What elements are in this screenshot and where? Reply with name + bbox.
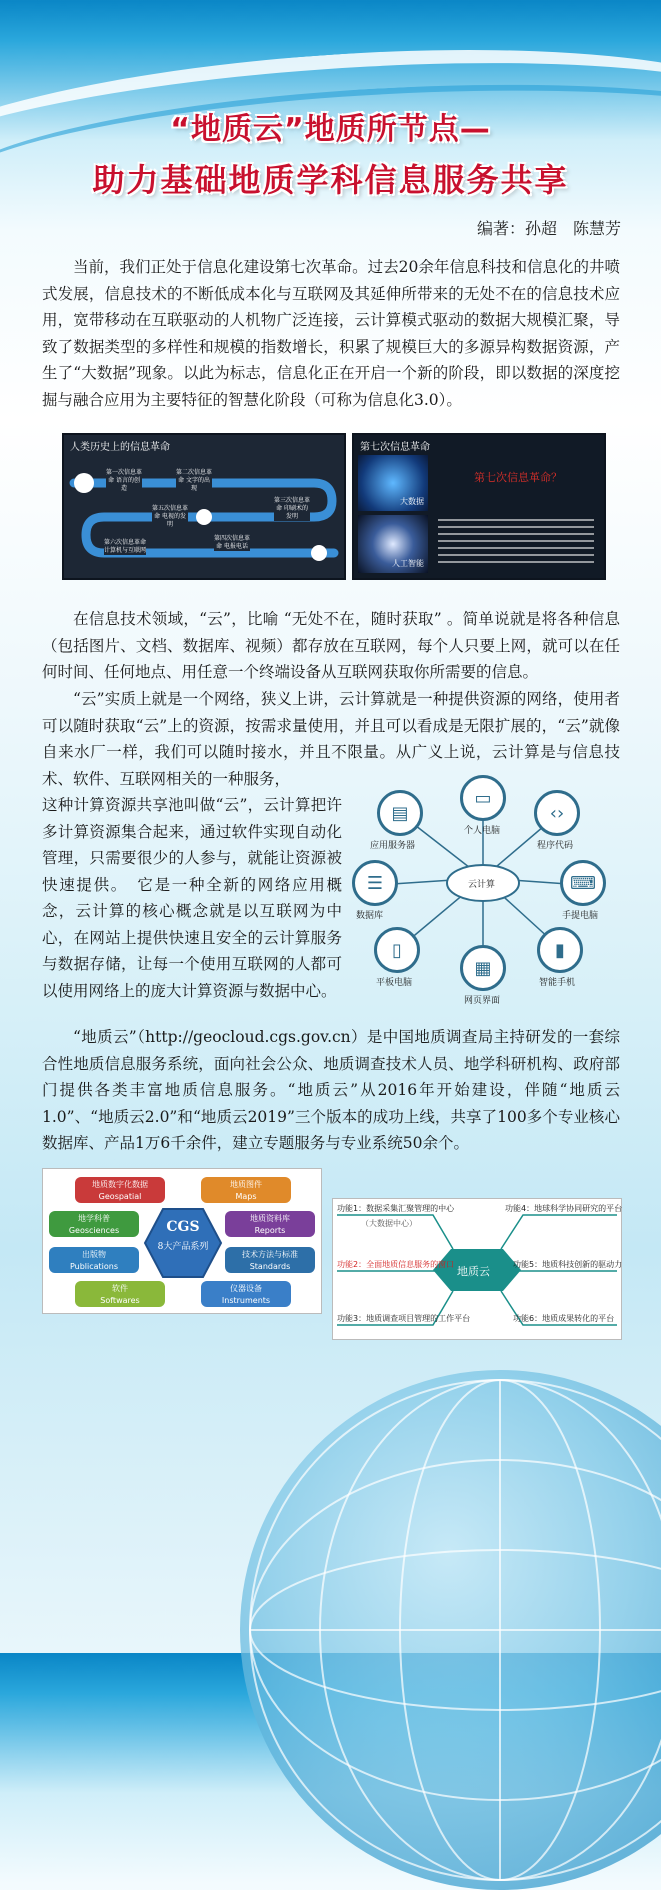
paragraph-cloud-computing: 这种计算资源共享池叫做“云”，云计算把许多计算资源集合起来，通过软件实现自动化管理，只需要很少的人参与，就能让资源被快速提供。 它是一种全新的网络应用概念，云计算的核心概念就是以互联网为中心，在网站上提供快速且安全的云计算服务与数据存储，让每一个使用互联网的人都可以使用网络上的庞大计算资源与数据中心。: [42, 796, 342, 1000]
product-softwares: 软件 Softwares: [75, 1281, 165, 1307]
bottom-figures: [42, 1168, 623, 1358]
globe-grid-lines: [240, 1370, 661, 1890]
figure-geocloud-functions: [332, 1198, 622, 1340]
node-label-server: 应用服务器: [370, 841, 416, 851]
page-title-line1: “地质云”地质所节点—: [170, 112, 491, 147]
product-reports: 地质资料库 Reports: [225, 1211, 315, 1237]
function-5: 功能5：地质科技创新的驱动力: [513, 1260, 623, 1269]
ai-label: 人工智能: [392, 559, 424, 568]
desktop-icon: ▭: [460, 775, 506, 821]
node-label-code: 程序代码: [537, 841, 574, 851]
node-label-desktop: 个人电脑: [464, 826, 501, 836]
paragraph-geocloud: “地质云”（http://geocloud.cgs.gov.cn）是中国地质调查局主持研发的一套综合性地质信息服务系统，面向社会公众、地质调查技术人员、地学科研机构、政府部门提供各类丰富地质信息服务。“地质云”从2016年开始建设，伴随“地质云1.0”、“地质云2.0”和“地质云2019”三个版本的成功上线，共享了100多个专业核心数据库、产品1万6千余件，建立专题服务与专业系统50余个。: [42, 1028, 620, 1152]
node-label-smartphone: 智能手机: [539, 978, 576, 988]
big-data-image: [358, 455, 428, 511]
page-title-line2: 助力基础地质学科信息服务共享: [92, 161, 569, 199]
figure-information-revolutions: [62, 433, 346, 580]
webpage-icon: ▦: [460, 945, 506, 991]
node-label-webpage: 网页界面: [464, 996, 501, 1006]
node-label-database: 数据库: [356, 911, 384, 921]
figure-caption: 第七次信息革命: [360, 442, 430, 453]
function-6: 功能6：地质成果转化的平台: [513, 1314, 615, 1323]
computer-icon: [311, 545, 327, 561]
revolution-step-5: 第五次信息革命 电视的发明: [152, 505, 189, 528]
author-line: 编著：孙超 陈慧芳: [476, 219, 621, 238]
function-4: 功能4：地球科学协同研究的平台: [505, 1204, 623, 1213]
figure-row-revolutions: [62, 433, 602, 576]
tv-icon: [196, 509, 212, 525]
seventh-revolution-question: 第七次信息革命？: [474, 471, 562, 484]
function-1: 功能1：数据采集汇聚管理的中心: [337, 1204, 455, 1213]
laptop-icon: ⌨: [560, 860, 606, 906]
big-data-label: 大数据: [400, 497, 424, 506]
revolution-step-2: 第二次信息革命 文字的出现: [176, 469, 213, 492]
function-1-sub: （大数据中心）: [361, 1219, 417, 1228]
cloud-computing-diagram: [352, 775, 614, 1005]
tablet-icon: ▯: [374, 927, 420, 973]
product-geospatial: 地质数字化数据 Geospatial: [75, 1177, 165, 1203]
smartphone-icon: ▮: [537, 927, 583, 973]
person-icon: [74, 473, 94, 493]
product-maps: 地质图件 Maps: [201, 1177, 291, 1203]
quote-text-block: [438, 519, 594, 563]
paragraph-cloud-essence: “云”实质上就是一个网络，狭义上讲，云计算就是一种提供资源的网络，使用者可以随时获取“云”上的资源，按需求量使用，并且可以看成是无限扩展的，“云”就像自来水厂一样，我们可以随时接水，并且不限量。从广义上说，云计算是与信息技术、软件、互联网相关的一种服务，: [42, 690, 620, 788]
code-icon: ‹›: [534, 790, 580, 836]
paragraph-cloud-definition: 在信息技术领域，“云”，比喻 “无处不在，随时获取” 。简单说就是将各种信息（包括图片、文档、数据库、视频）都存放在互联网，每个人只要上网，就可以在任何时间、任何地点、用任意一个终端设备从互联网获取你所需要的信息。: [42, 610, 620, 681]
figure-cgs-product-series: [42, 1168, 322, 1314]
cloud-center-label: 云计算: [468, 880, 496, 890]
cgs-subtitle: 8大产品系列: [157, 1242, 209, 1252]
figure-caption: 人类历史上的信息革命: [70, 442, 170, 453]
ai-image: [358, 515, 428, 573]
node-label-tablet: 平板电脑: [376, 978, 413, 988]
figure-seventh-revolution: [352, 433, 606, 580]
server-icon: ▤: [377, 790, 423, 836]
node-label-laptop: 手提电脑: [562, 911, 599, 921]
product-publications: 出版物 Publications: [49, 1247, 139, 1273]
paragraph-intro: 当前，我们正处于信息化建设第七次革命。过去20余年信息科技和信息化的井喷式发展，信息技术的不断低成本化与互联网及其延伸所带来的无处不在的信息技术应用，宽带移动在互联驱动的人机物广泛连接，云计算模式驱动的数据大规模汇聚，导致了数据类型的多样性和规模的指数增长，积累了规模巨大的多源异构数据资源，产生了“大数据”现象。以此为标志，信息化正在开启一个新的阶段，即以数据的深度挖掘与融合应用为主要特征的智慧化阶段（可称为信息化3.0）。: [42, 258, 620, 409]
product-standards: 技术方法与标准 Standards: [225, 1247, 315, 1273]
cgs-title: CGS: [166, 1219, 200, 1235]
product-geosciences: 地学科普 Geosciences: [49, 1211, 139, 1237]
revolution-step-6: 第六次信息革命 计算机与互联网: [104, 539, 147, 554]
database-icon: ☰: [352, 860, 398, 906]
geocloud-center: 地质云: [457, 1265, 490, 1278]
product-instruments: 仪器设备 Instruments: [201, 1281, 291, 1307]
revolution-step-4: 第四次信息革命 电报电话: [214, 535, 251, 550]
function-3: 功能3：地质调查项目管理的工作平台: [337, 1314, 471, 1323]
revolution-step-3: 第三次信息革命 印刷术的发明: [274, 497, 311, 520]
function-2: 功能2：全面地质信息服务的窗口: [337, 1260, 455, 1269]
revolution-step-1: 第一次信息革命 语言的创造: [106, 469, 143, 492]
